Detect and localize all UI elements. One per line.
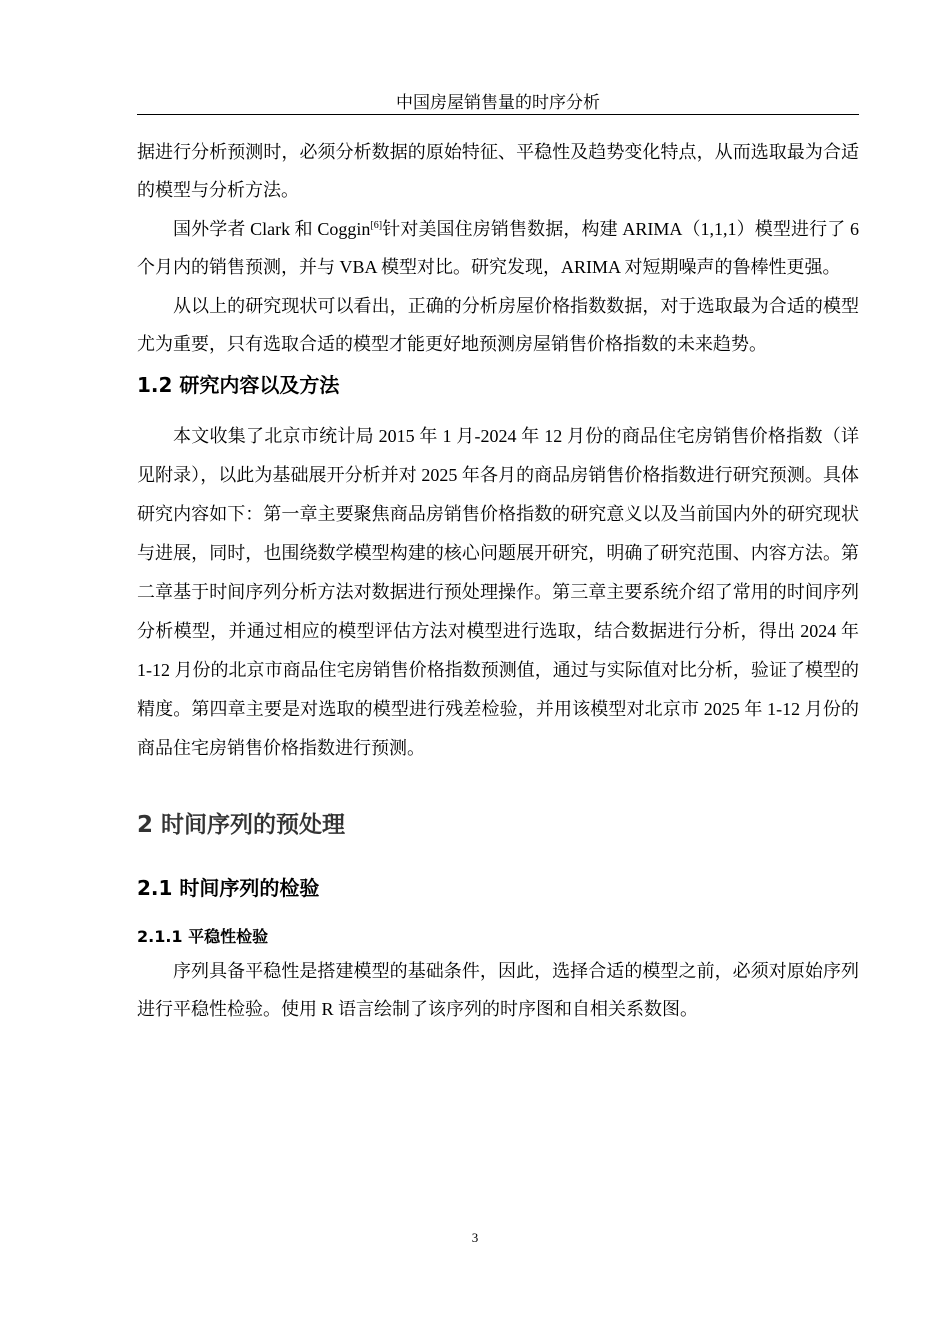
paragraph-continuation: 据进行分析预测时，必须分析数据的原始特征、平稳性及趋势变化特点，从而选取最为合适的模型与分析方法。 <box>137 142 859 200</box>
subsection-heading-2-1-1: 2.1.1 平稳性检验 <box>137 927 269 946</box>
page-number: 3 <box>471 1230 479 1245</box>
running-header: 中国房屋销售量的时序分析 <box>137 92 859 115</box>
paragraph-stationarity-test: 序列具备平稳性是搭建模型的基础条件，因此，选择合适的模型之前，必须对原始序列进行平稳性检验。使用 R 语言绘制了该序列的时序图和自相关系数图。 <box>137 961 859 1019</box>
paragraph-research-content: 本文收集了北京市统计局 2015 年 1 月-2024 年 12 月份的商品住宅房销售价格指数（详见附录），以此为基础展开分析并对 2025 年各月的商品房销售价格指数进行研究预测。具体研究内容如下：第一章主要聚焦商品房销售价格指数的研究意义以及当前国内外的研究现状与进展，同时，也围绕数学模型构建的核心问题展开研究，明确了研究范围、内容方法。第二章基于时间序列分析方法对数据进行预处理操作。第三章主要系统介绍了常用的时间序列分析模型，并通过相应的模型评估方法对模型进行选取，结合数据进行分析，得出 2024 年 1-12 月份的北京市商品住宅房销售价格指数预测值，通过与实际值对比分析，验证了模型的精度。第四章主要是对选取的模型进行残差检验，并用该模型对北京市 2025 年 1-12 月份的商品住宅房销售价格指数进行预测。 <box>137 426 859 758</box>
paragraph-clark-coggin <box>137 210 859 286</box>
citation-marker: [6] <box>370 220 383 231</box>
paragraph-research-status-summary: 从以上的研究现状可以看出，正确的分析房屋价格指数数据，对于选取最为合适的模型尤为重要，只有选取合适的模型才能更好地预测房屋销售价格指数的未来趋势。 <box>137 296 859 354</box>
chapter-heading-2: 2 时间序列的预处理 <box>137 812 346 838</box>
body-content <box>137 133 859 1028</box>
section-heading-2-1: 2.1 时间序列的检验 <box>137 876 320 900</box>
section-heading-1-2: 1.2 研究内容以及方法 <box>137 373 340 397</box>
paragraph-text-before-citation: 国外学者 Clark 和 Coggin <box>173 219 371 239</box>
paragraph-text-after-citation: 针对美国住房销售数据，构建 ARIMA（1,1,1）模型进行了 6 个月内的销售预测，并与 VBA 模型对比。研究发现，ARIMA 对短期噪声的鲁棒性更强。 <box>137 219 859 277</box>
